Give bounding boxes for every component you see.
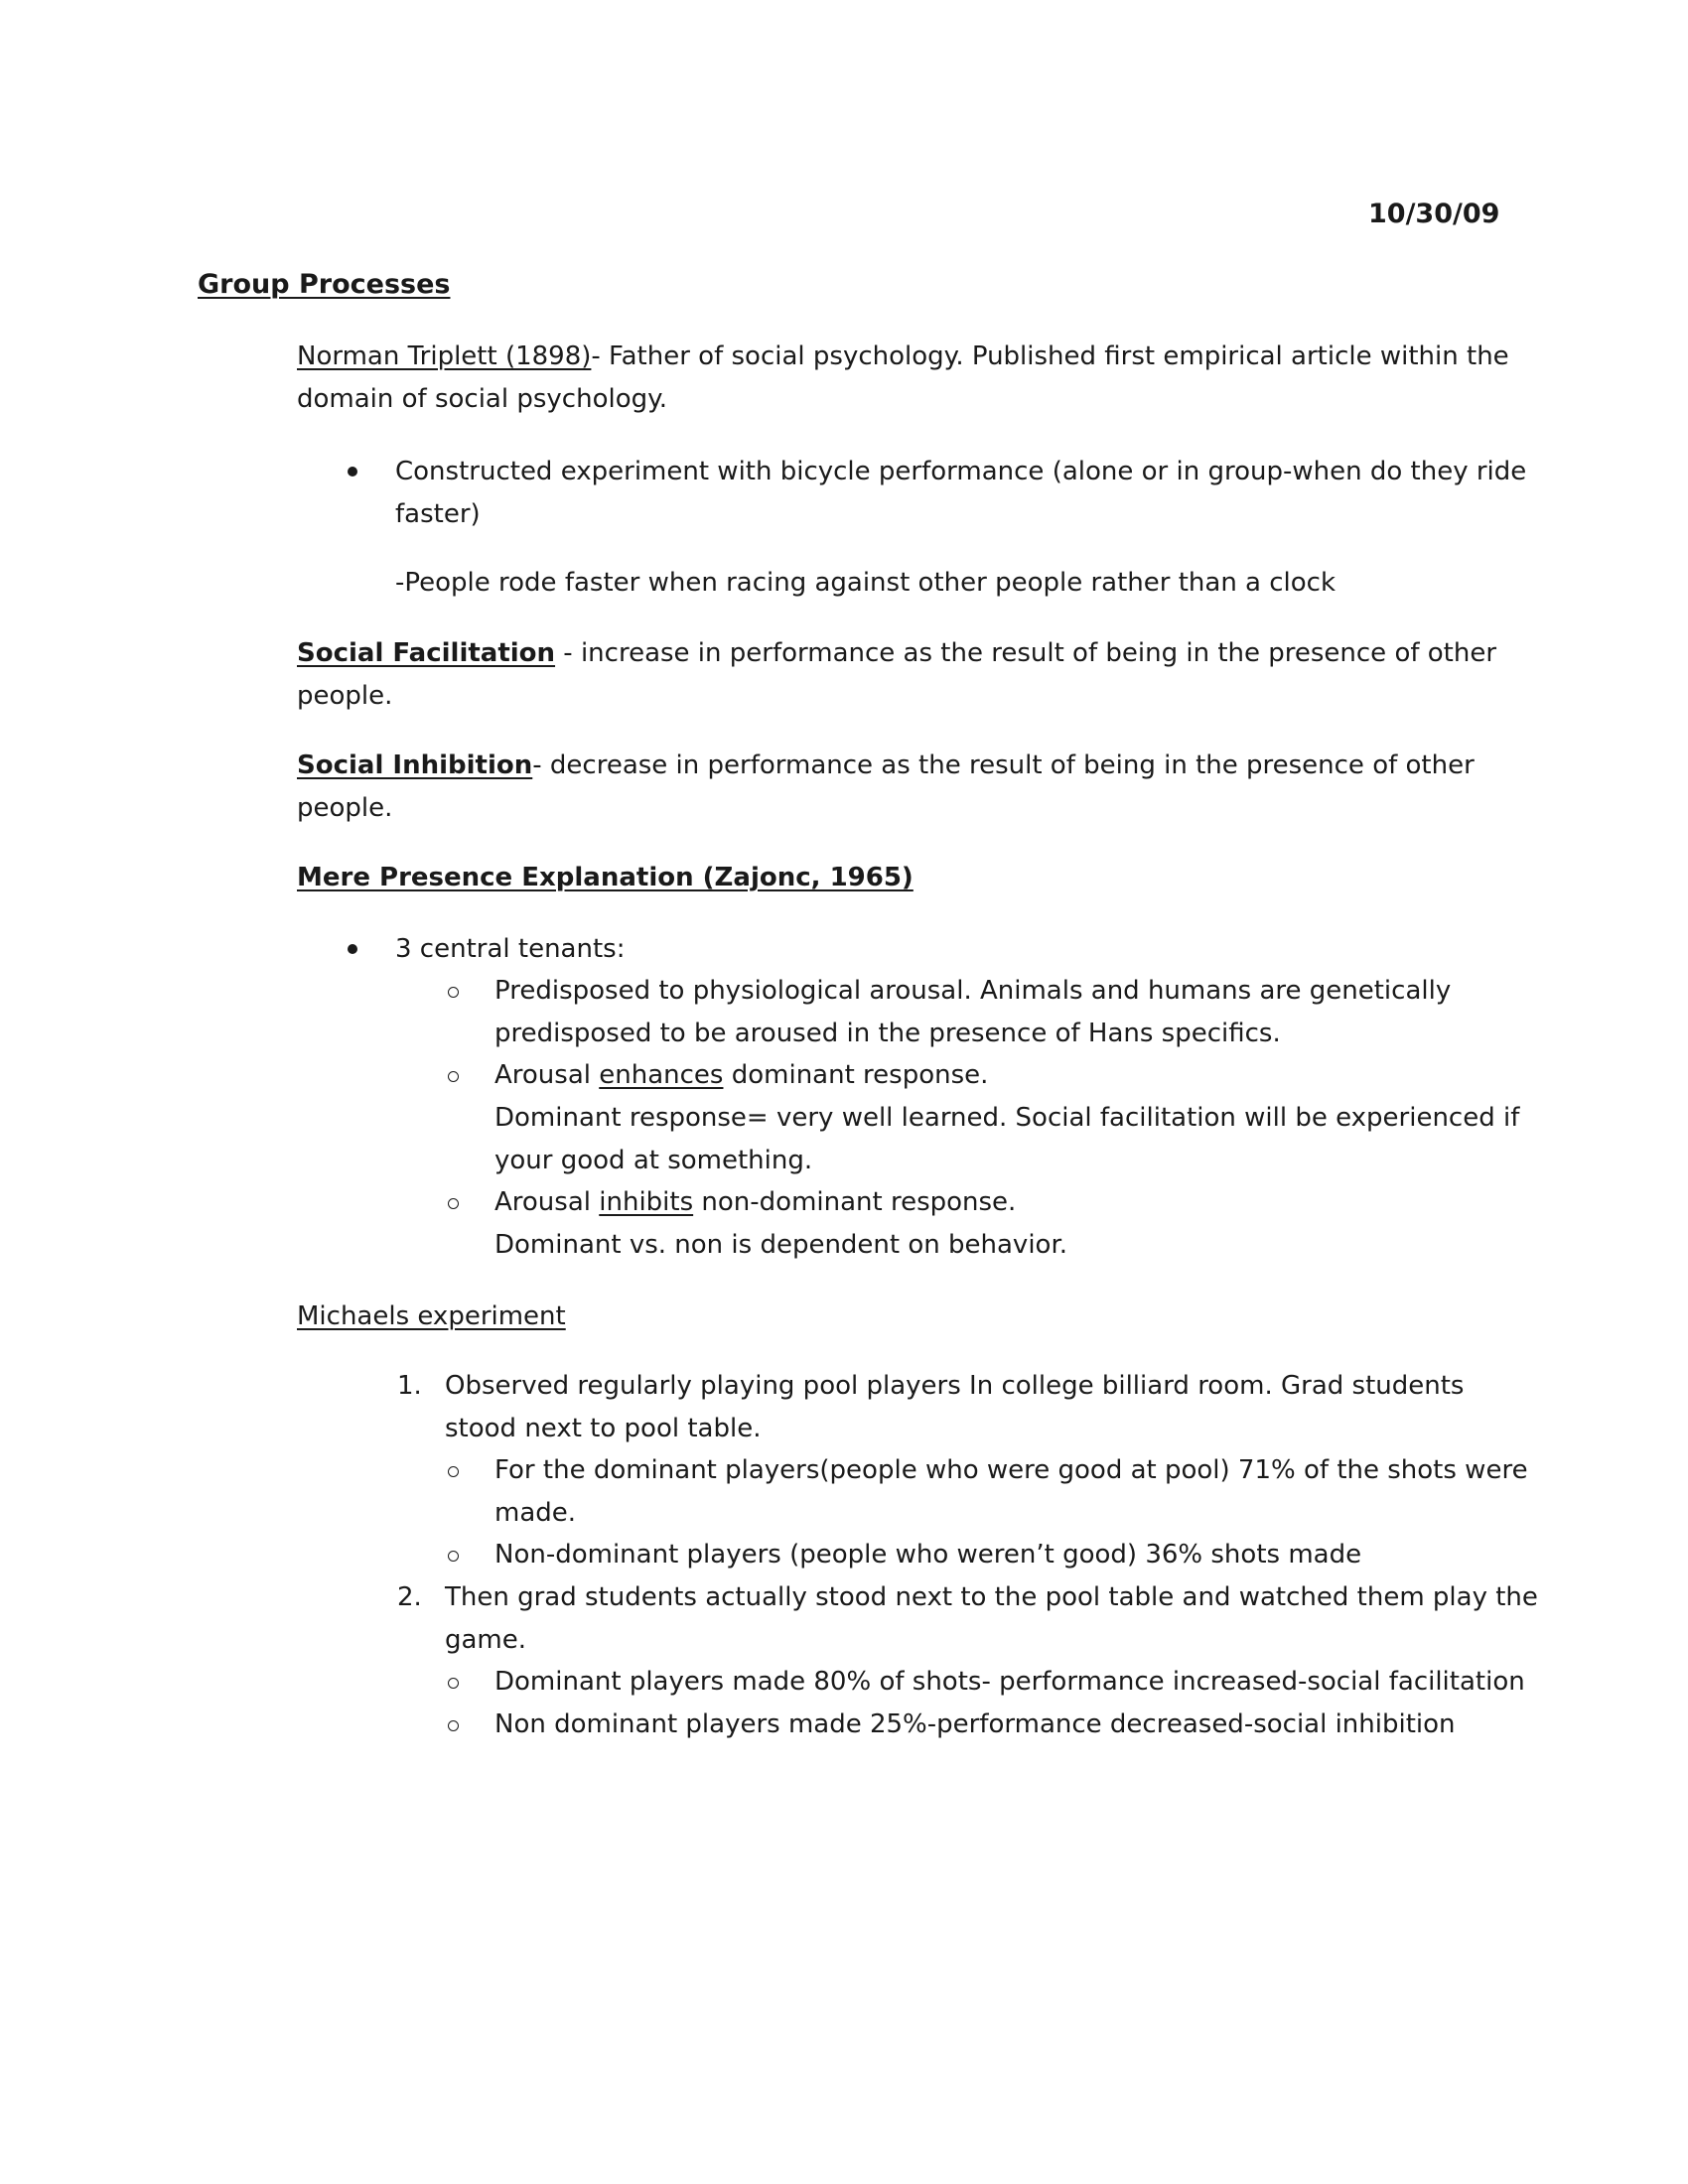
circle-bullet-icon (448, 1678, 459, 1689)
tenet2-post: dominant response. (723, 1060, 989, 1090)
social-facilitation-term: Social Facilitation (297, 638, 556, 668)
social-inhibition-def-line2: people. (297, 793, 393, 823)
tenet3-line1 (494, 1181, 1016, 1223)
date: 10/30/09 (1368, 199, 1500, 229)
tenet2-line2: Dominant response= very well learned. Social facilitation will be experienced if (494, 1103, 1520, 1133)
item2-sub1: Dominant players made 80% of shots- performance increased-social facilitation (494, 1667, 1525, 1697)
social-inhibition-def-line1: - decrease in performance as the result of being in the presence of other (532, 751, 1475, 780)
triplett-desc-line1: - Father of social psychology. Published first empirical article within the (591, 341, 1509, 371)
mere-presence-bullet: 3 central tenants: (395, 934, 626, 964)
item1-line2: stood next to pool table. (445, 1414, 762, 1443)
social-inhibition-definition (297, 745, 1475, 786)
tenet1-line1: Predisposed to physiological arousal. Animals and humans are genetically (494, 976, 1452, 1006)
circle-bullet-icon (448, 987, 459, 998)
tenet2-line3: your good at something. (494, 1146, 813, 1175)
item2-sub2: Non dominant players made 25%-performance decreased-social inhibition (494, 1709, 1456, 1739)
item1-sub1-line2: made. (494, 1498, 577, 1528)
triplett-paragraph (297, 336, 1509, 377)
tenet2-key: enhances (599, 1060, 724, 1090)
triplett-name: Norman Triplett (1898) (297, 341, 592, 371)
triplett-bullet-line2: faster) (395, 499, 481, 529)
tenet3-post: non-dominant response. (693, 1187, 1017, 1217)
social-facilitation-def-line1: - increase in performance as the result of being in the presence of other (555, 638, 1497, 668)
circle-bullet-icon (448, 1198, 459, 1209)
circle-bullet-icon (448, 1720, 459, 1731)
bullet-icon (348, 944, 357, 954)
item2-line2: game. (445, 1625, 527, 1655)
triplett-result: -People rode faster when racing against other people rather than a clock (395, 568, 1336, 598)
mere-presence-title: Mere Presence Explanation (Zajonc, 1965) (297, 863, 914, 892)
tenet1-line2: predisposed to be aroused in the presence of Hans specifics. (494, 1019, 1281, 1048)
tenet2-pre: Arousal (494, 1060, 600, 1090)
social-facilitation-def-line2: people. (297, 681, 393, 711)
bullet-icon (348, 467, 357, 477)
circle-bullet-icon (448, 1466, 459, 1477)
item1-sub2: Non-dominant players (people who weren’t good) 36% shots made (494, 1540, 1362, 1570)
michaels-title: Michaels experiment (297, 1301, 566, 1331)
tenet3-line2: Dominant vs. non is dependent on behavior. (494, 1230, 1068, 1260)
tenet2-line1 (494, 1054, 988, 1096)
social-facilitation-definition (297, 632, 1496, 674)
circle-bullet-icon (448, 1551, 459, 1562)
item1-number: 1. (397, 1371, 422, 1401)
social-inhibition-term: Social Inhibition (297, 751, 533, 780)
item1-sub1-line1: For the dominant players(people who were good at pool) 71% of the shots were (494, 1455, 1528, 1485)
item1-line1: Observed regularly playing pool players In college billiard room. Grad students (445, 1371, 1465, 1401)
tenet3-key: inhibits (599, 1187, 694, 1217)
triplett-bullet-line1: Constructed experiment with bicycle performance (alone or in group-when do they ride (395, 457, 1527, 486)
page-title: Group Processes (198, 269, 451, 300)
triplett-desc-line2: domain of social psychology. (297, 384, 668, 414)
item2-line1: Then grad students actually stood next to the pool table and watched them play the (445, 1582, 1538, 1612)
item2-number: 2. (397, 1582, 422, 1612)
tenet3-pre: Arousal (494, 1187, 600, 1217)
circle-bullet-icon (448, 1071, 459, 1082)
